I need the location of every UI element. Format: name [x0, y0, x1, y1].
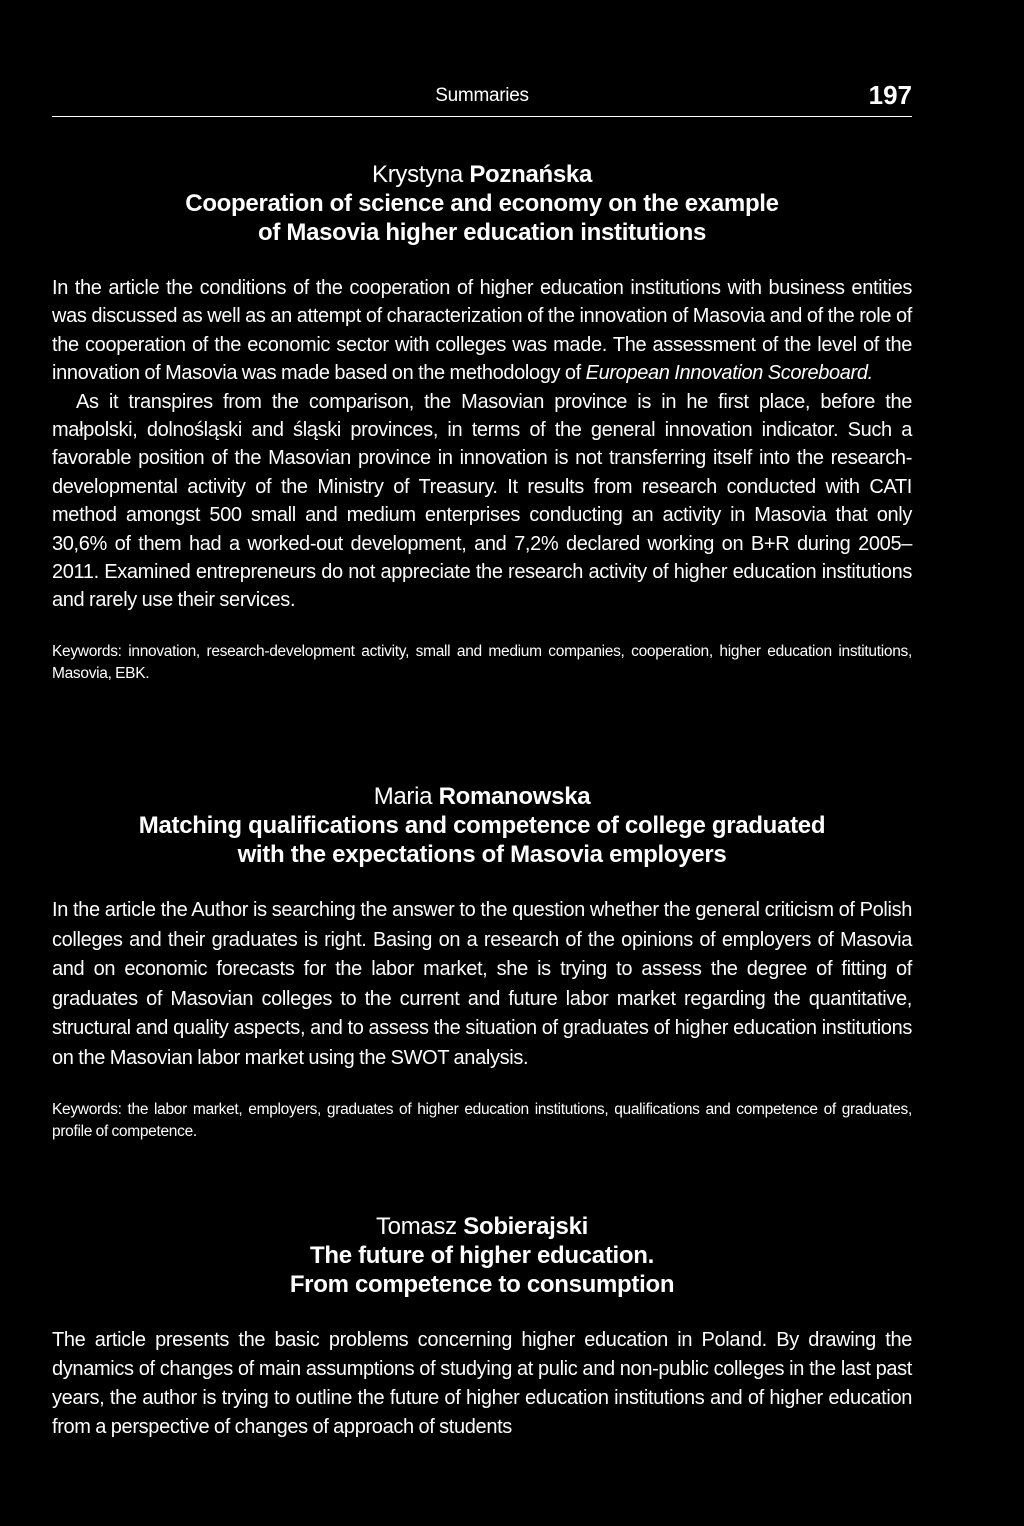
abstract-paragraph: As it transpires from the comparison, the Masovian province is in he first place, before the małpolski, dolnośląski and śląski provinces, in terms of the general innovation indicator. Such a favorable position of the Masovian province in innovation is not transferring itself into the research-developmental activity of the Ministry of Treasury. It results from research conducted with CATI method amongst 500 small and medium enterprises conducting an activity in Masovia that only 30,6% of them had a worked-out development, and 7,2% declared working on B+R during 2005–2011. Examined entrepreneurs do not appreciate the research activity of higher education institutions and rarely use their services. [52, 390, 912, 612]
article-title-line-1: Matching qualifications and competence of college graduated [138, 812, 826, 839]
page-number: 197 [868, 80, 912, 110]
abstract-italic-reference: European Innovation Scoreboard. [585, 362, 873, 385]
article-title-line-2: of Masovia higher education institutions [257, 219, 707, 246]
author-line [52, 160, 912, 189]
article-abstract [52, 896, 912, 1073]
author-last-name: Romanowska [438, 783, 591, 810]
article-romanowska [52, 782, 912, 1143]
article-title-line-2: From competence to consumption [289, 1271, 675, 1298]
article-title-line-1: Cooperation of science and economy on the example [185, 190, 779, 217]
article-abstract [52, 1326, 912, 1442]
author-first-name: Maria [373, 783, 433, 810]
abstract-paragraph: The article presents the basic problems concerning higher education in Poland. By drawing the dynamics of changes of main assumptions of studying at pulic and non-public colleges in the last past years, the author is trying to outline the future of higher education institutions and of higher education from a perspective of changes of approach of students [52, 1329, 912, 1438]
article-header [52, 782, 912, 869]
article-title-line-2: with the expectations of Masovia employers [237, 841, 727, 868]
author-last-name: Sobierajski [463, 1213, 589, 1240]
section-title: Summaries [435, 85, 529, 106]
article-abstract [52, 274, 912, 615]
author-first-name: Tomasz [375, 1213, 457, 1240]
abstract-paragraph [52, 274, 912, 388]
article-keywords: Keywords: innovation, research-development activity, small and medium companies, cooperation, higher education institutions, Masovia, EBK. [52, 642, 912, 682]
author-line [52, 782, 912, 811]
author-line [52, 1212, 912, 1241]
article-poznanska [52, 160, 912, 685]
article-header [52, 1212, 912, 1299]
abstract-paragraph: In the article the Author is searching the answer to the question whether the general criticism of Polish colleges and their graduates is right. Basing on a research of the opinions of employers of Masovia and on economic forecasts for the labor market, she is trying to assess the degree of fitting of graduates of Masovian colleges to the current and future labor market regarding the quantitative, structural and quality aspects, and to assess the situation of graduates of higher education institutions on the Masovian labor market using the SWOT analysis. [52, 899, 912, 1069]
abstract-text: In the article the conditions of the cooperation of higher education institutions with business entities was discussed as well as an attempt of characterization of the innovation of Masovia and of the role of the cooperation of the economic sector with colleges was made. The assessment of the level of the innovation of Masovia was made based on the methodology of [52, 277, 912, 385]
running-header [52, 80, 912, 117]
article-title-line-1: The future of higher education. [309, 1242, 655, 1269]
author-last-name: Poznańska [469, 161, 593, 188]
article-sobierajski [52, 1212, 912, 1442]
article-keywords: Keywords: the labor market, employers, graduates of higher education institutions, qualifications and competence of graduates, profile of competence. [52, 1101, 912, 1140]
article-header [52, 160, 912, 247]
author-first-name: Krystyna [371, 161, 463, 188]
